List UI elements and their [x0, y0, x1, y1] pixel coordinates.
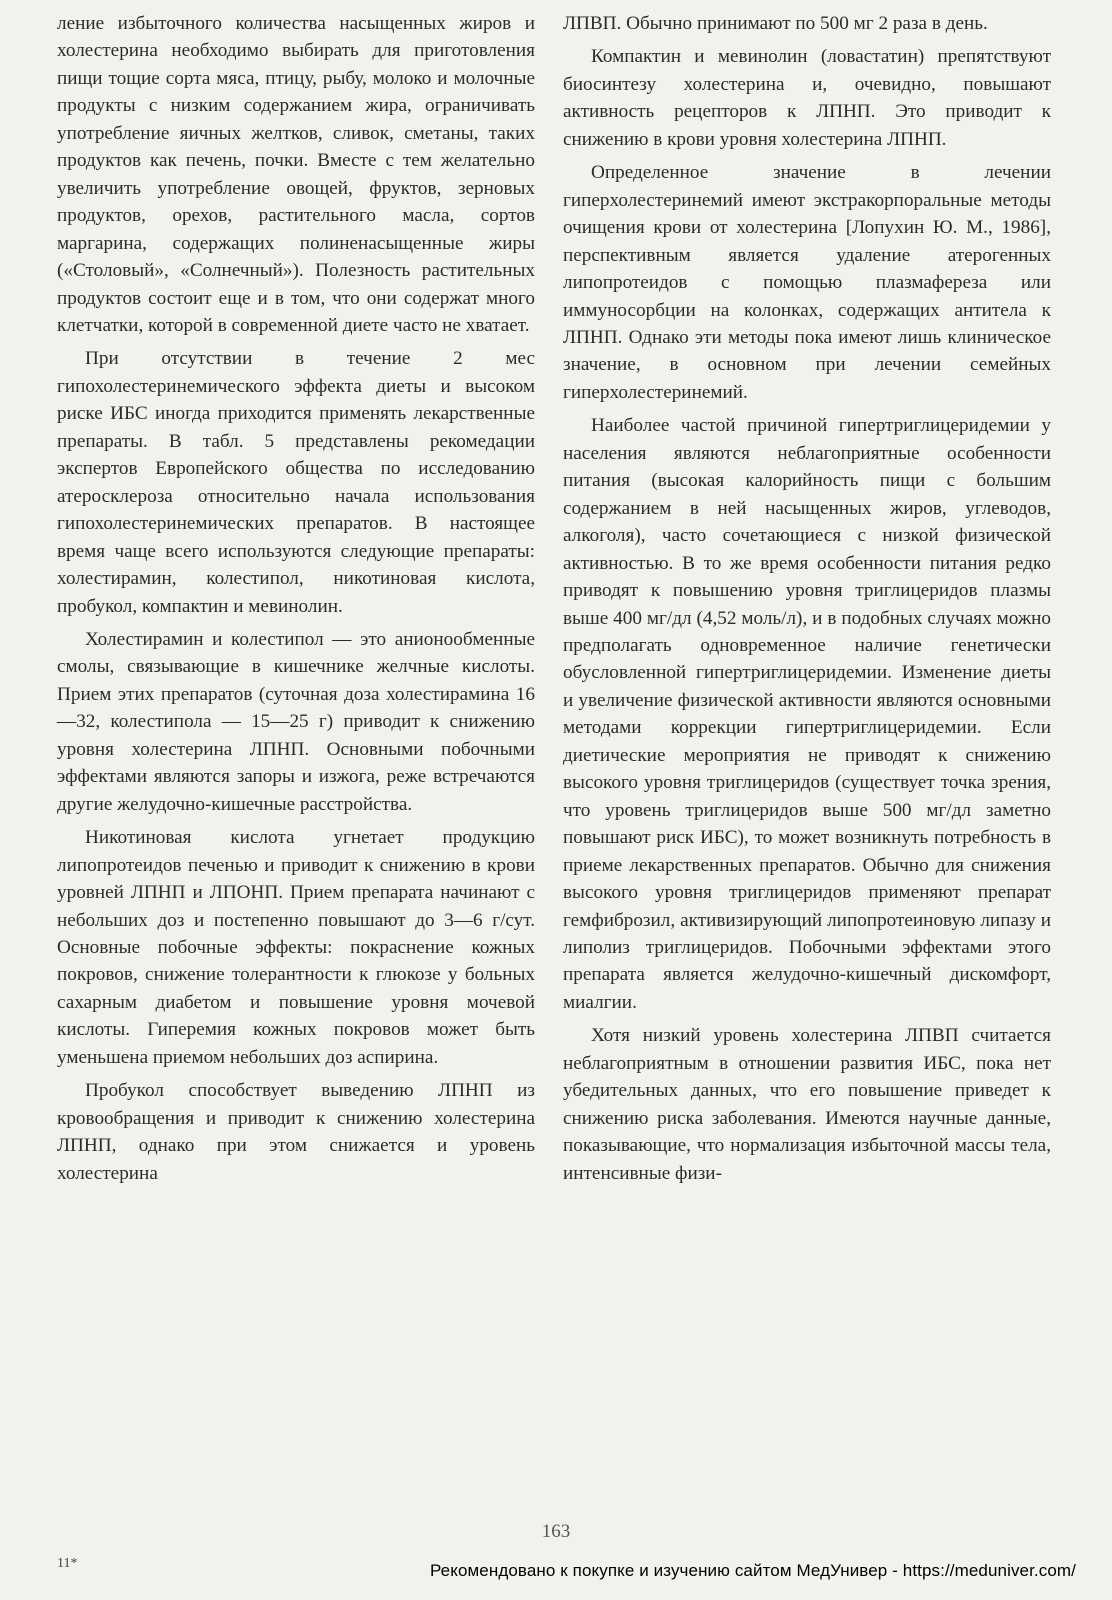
- paragraph: Наиболее частой причиной гипертриглицеридемии у населения являются неблагоприятные особенности питания (высокая калорийность пищи с большим содержанием в ней насыщенных жиров, углеводов, алкоголя), часто сочетающиеся с низкой физической активностью. В то же время особенности питания редко приводят к повышению уровня триглицеридов плазмы выше 400 мг/дл (4,52 моль/л), и в подобных случаях можно предполагать одновременное наличие генетически обусловленной гипертриглицеридемии. Изменение диеты и увеличение физической активности являются основными методами коррекции гипертриглицеридемии. Если диетические мероприятия не приводят к снижению высокого уровня триглицеридов (существует точка зрения, что уровень триглицеридов выше 500 мг/дл заметно повышают риск ИБС), то может возникнуть потребность в приеме лекарственных препаратов. Обычно для снижения высокого уровня триглицеридов применяют препарат гемфиброзил, активизирующий липопротеиновую липазу и липолиз триглицеридов. Побочными эффектами этого препарата является желудочно-кишечный дискомфорт, миалгии.: [563, 415, 1051, 1013]
- page-number: 163: [541, 1521, 571, 1542]
- paragraph: Никотиновая кислота угнетает продукцию липопротеидов печенью и приводит к снижению в крови уровней ЛПНП и ЛПОНП. Прием препарата начинают с небольших доз и постепенно повышают до 3—6 г/сут. Основные побочные эффекты: покраснение кожных покровов, снижение толерантности к глюкозе у больных сахарным диабетом и повышение уровня мочевой кислоты. Гиперемия кожных покровов может быть уменьшена приемом небольших доз аспирина.: [57, 827, 535, 1068]
- paragraph: При отсутствии в течение 2 мес гипохолестеринемического эффекта диеты и высоком риске ИБС иногда приходится применять лекарственные препараты. В табл. 5 представлены рекомедации экспертов Европейского общества по исследованию атеросклероза относительно начала использования гипохолестеринемических препаратов. В настоящее время чаще всего используются следующие препараты: холестирамин, колестипол, никотиновая кислота, пробукол, компактин и мевинолин.: [57, 348, 535, 617]
- printer-signature-mark: 11*: [57, 1556, 78, 1571]
- paragraph: Пробукол способствует выведению ЛПНП из кровообращения и приводит к снижению холестерина ЛПНП, однако при этом снижается и уровень холестерина: [57, 1080, 535, 1184]
- paragraph: Холестирамин и колестипол — это анионообменные смолы, связывающие в кишечнике желчные кислоты. Прием этих препаратов (суточная доза холестирамина 16—32, колестипола — 15—25 г) приводит к снижению уровня холестерина ЛПНП. Основными побочными эффектами являются запоры и изжога, реже встречаются другие желудочно-кишечные расстройства.: [57, 628, 535, 815]
- right-text-column: [563, 10, 1051, 1193]
- paragraph: ЛПВП. Обычно принимают по 500 мг 2 раза в день.: [563, 13, 988, 34]
- paragraph: Хотя низкий уровень холестерина ЛПВП считается неблагоприятным в отношении развития ИБС, пока нет убедительных данных, что его повышение приведет к снижению риска заболевания. Имеются научные данные, показывающие, что нормализация избыточной массы тела, интенсивные физи-: [563, 1025, 1051, 1184]
- paragraph: ление избыточного количества насыщенных жиров и холестерина необходимо выбирать для приготовления пищи тощие сорта мяса, птицу, рыбу, молоко и молочные продукты с низким содержанием жира, ограничивать употребление яичных желтков, сливок, сметаны, таких продуктов как печень, почки. Вместе с тем желательно увеличить употребление овощей, фруктов, зерновых продуктов, орехов, растительного масла, сортов маргарина, содержащих полиненасыщенные жиры («Столовый», «Солнечный»). Полезность растительных продуктов состоит еще и в том, что они содержат много клетчатки, которой в современной диете часто не хватает.: [57, 13, 535, 336]
- footer-watermark-text: Рекомендовано к покупке и изучению сайтом МедУнивер - https://meduniver.com/: [429, 1561, 1076, 1580]
- paragraph: Определенное значение в лечении гиперхолестеринемий имеют экстракорпоральные методы очищения крови от холестерина [Лопухин Ю. М., 1986], перспективным является удаление атерогенных липопротеидов с помощью плазмафереза или иммуносорбции на колонках, содержащих антитела к ЛПНП. Однако эти методы пока имеют лишь клиническое значение, в основном при лечении семейных гиперхолестеринемий.: [563, 162, 1051, 403]
- left-text-column: [57, 10, 535, 1193]
- paragraph: Компактин и мевинолин (ловастатин) препятствуют биосинтезу холестерина и, очевидно, повышают активность рецепторов к ЛПНП. Это приводит к снижению в крови уровня холестерина ЛПНП.: [563, 46, 1051, 150]
